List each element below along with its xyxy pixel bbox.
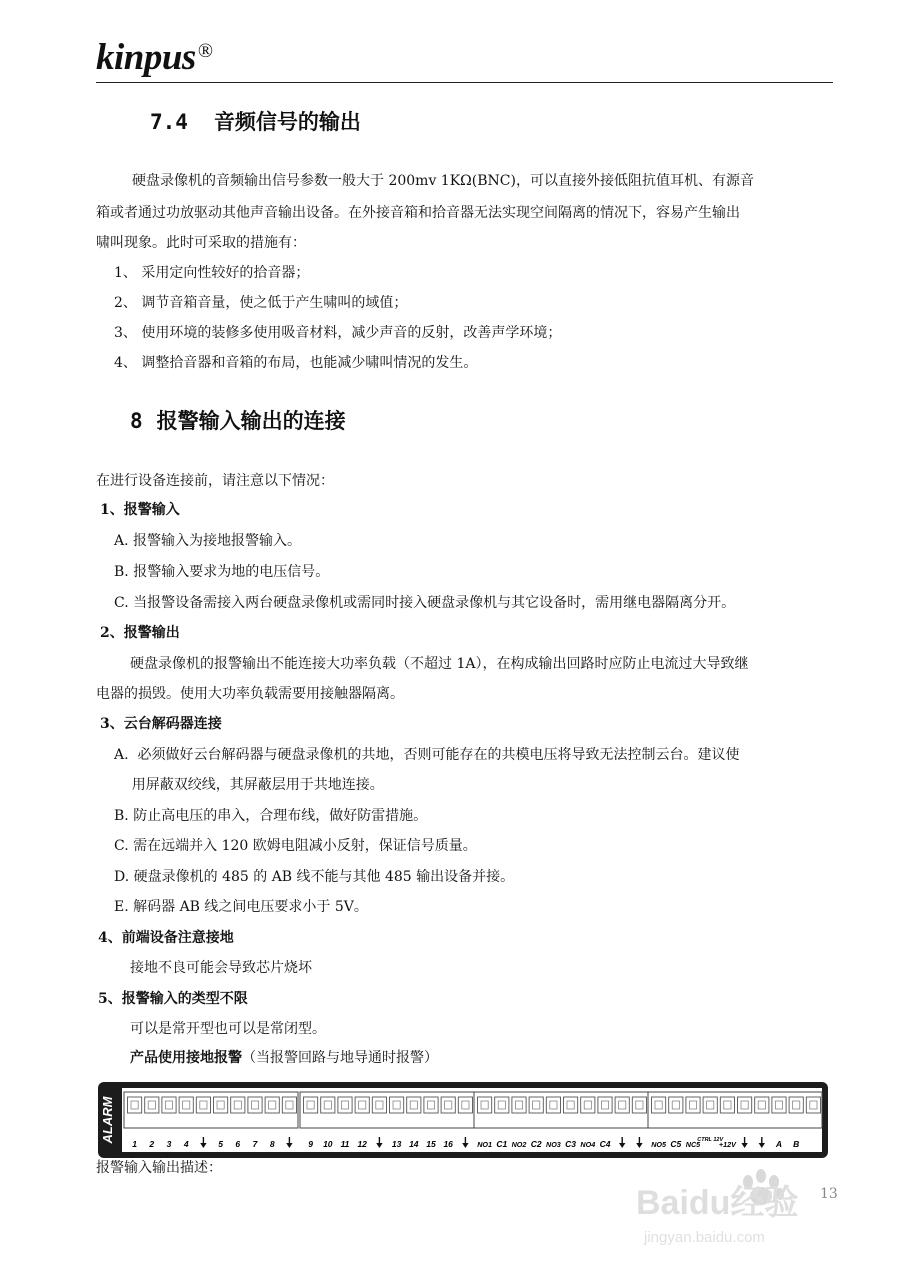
pin-label: 6 [235, 1139, 241, 1149]
pin-label: NO5 [651, 1140, 666, 1149]
terminal-slot [755, 1097, 769, 1113]
paragraph-line: 电器的损毁。使用大功率负载需要用接触器隔离。 [96, 686, 404, 702]
terminal-slot [495, 1097, 509, 1113]
product-caption: 产品使用接地报警（当报警回路与地导通时报警） [130, 1050, 438, 1066]
subsection-title: 5、报警输入的类型不限 [98, 991, 248, 1007]
terminal-slot [214, 1097, 228, 1113]
pin-label: C2 [530, 1139, 542, 1149]
list-item: 3、 使用环境的装修多使用吸音材料，减少声音的反射，改善声学环境； [114, 325, 562, 341]
pin-label: 3 [166, 1139, 172, 1149]
list-item: C. 需在远端并入 120 欧姆电阻减小反射，保证信号质量。 [114, 838, 477, 854]
pin-label: 5 [218, 1139, 223, 1149]
terminal-slot [282, 1097, 296, 1113]
subsection-title: 4、前端设备注意接地 [98, 930, 234, 946]
pin-label: +12V [718, 1140, 736, 1149]
terminal-slot [652, 1097, 666, 1113]
section-7-4-heading: 7.4 音频信号的输出 [150, 109, 361, 134]
terminal-slot [478, 1097, 492, 1113]
pin-label: B [793, 1139, 800, 1149]
pin-label: 10 [323, 1139, 333, 1149]
subsection-title: 3、云台解码器连接 [100, 716, 222, 732]
pin-label: C4 [599, 1139, 611, 1149]
list-item: A. 报警输入为接地报警输入。 [114, 533, 302, 549]
pin-label: C3 [565, 1139, 577, 1149]
terminal-slot [703, 1097, 717, 1113]
terminal-slot [372, 1097, 386, 1113]
terminal-slot [598, 1097, 612, 1113]
terminal-slot [738, 1097, 752, 1113]
pin-label: 1 [132, 1139, 137, 1149]
paragraph-line: 接地不良可能会导致芯片烧坏 [130, 960, 312, 976]
pin-label: 7 [252, 1139, 258, 1149]
pin-label: 2 [149, 1139, 155, 1149]
terminal-slot [338, 1097, 352, 1113]
pin-label: 8 [269, 1139, 275, 1149]
watermark-url: jingyan.baidu.com [644, 1229, 765, 1246]
pin-label: NC5 [685, 1140, 701, 1149]
list-item: 2、 调节音箱音量，使之低于产生啸叫的域值； [114, 295, 408, 311]
pin-label: 9 [308, 1139, 313, 1149]
header-rule [96, 82, 833, 83]
pin-label: NO4 [580, 1140, 596, 1149]
list-item: C. 当报警设备需接入两台硬盘录像机或需同时接入硬盘录像机与其它设备时，需用继电器隔离分开。 [114, 595, 736, 611]
terminal-slot [806, 1097, 820, 1113]
terminal-slot [772, 1097, 786, 1113]
pin-label: NO2 [511, 1140, 527, 1149]
list-item: A. 必须做好云台解码器与硬盘录像机的共地，否则可能存在的共模电压将导致无法控制云台。建议使 [114, 747, 740, 763]
list-item: B. 防止高电压的串入，合理布线，做好防雷措施。 [114, 808, 428, 824]
terminal-slot [355, 1097, 369, 1113]
terminal-slot [321, 1097, 335, 1113]
list-item: 4、 调整拾音器和音箱的布局，也能减少啸叫情况的发生。 [114, 355, 478, 371]
terminal-slot [512, 1097, 526, 1113]
subsection-title: 1、报警输入 [100, 502, 180, 518]
terminal-slot [564, 1097, 578, 1113]
terminal-slot [458, 1097, 472, 1113]
terminal-slot [441, 1097, 455, 1113]
terminal-alarm-label: ALARM [100, 1096, 115, 1144]
paragraph-line: 可以是常开型也可以是常闭型。 [130, 1021, 326, 1037]
terminal-slot [720, 1097, 734, 1113]
list-item: 用屏蔽双绞线，其屏蔽层用于共地连接。 [114, 777, 384, 793]
terminal-slot [179, 1097, 193, 1113]
section-8-heading: 8 报警输入输出的连接 [130, 408, 346, 433]
list-item: B. 报警输入要求为地的电压信号。 [114, 564, 330, 580]
pin-label: 11 [340, 1139, 350, 1149]
pin-label: 13 [391, 1139, 402, 1149]
pin-label: NO3 [546, 1140, 561, 1149]
terminal-slot [304, 1097, 318, 1113]
pin-label: C1 [496, 1139, 508, 1149]
terminal-slot [231, 1097, 245, 1113]
terminal-slot [632, 1097, 646, 1113]
subsection-title: 2、报警输出 [100, 625, 180, 641]
terminal-slot [529, 1097, 543, 1113]
paragraph-line: 在进行设备连接前，请注意以下情况： [96, 473, 334, 489]
paragraph-line: 硬盘录像机的报警输出不能连接大功率负载（不超过 1A），在构成输出回路时应防止电流过大导致继 [130, 656, 749, 672]
watermark-brand: Baidu经验 [636, 1184, 799, 1222]
pin-label: 16 [443, 1139, 453, 1149]
list-item: 1、 采用定向性较好的拾音器； [114, 265, 310, 281]
terminal-slot [615, 1097, 629, 1113]
terminal-slot [248, 1097, 262, 1113]
terminal-slot [128, 1097, 142, 1113]
alarm-terminal-diagram [98, 1082, 828, 1158]
pin-label: 15 [426, 1139, 436, 1149]
terminal-slot [789, 1097, 803, 1113]
paragraph-line: 箱或者通过功放驱动其他声音输出设备。在外接音箱和拾音器无法实现空间隔离的情况下，容易产生输出 [96, 205, 740, 221]
pin-label: A [775, 1139, 783, 1149]
terminal-slot [390, 1097, 404, 1113]
terminal-slot [546, 1097, 560, 1113]
terminal-slot [686, 1097, 700, 1113]
pin-label: CTRL 12V [697, 1137, 724, 1143]
terminal-slot [407, 1097, 421, 1113]
pin-label: NO1 [477, 1140, 492, 1149]
terminal-slot [162, 1097, 176, 1113]
terminal-slot [265, 1097, 279, 1113]
pin-label: C5 [670, 1139, 682, 1149]
terminal-slot [669, 1097, 683, 1113]
paragraph-line: 啸叫现象。此时可采取的措施有： [96, 235, 306, 251]
terminal-slot [196, 1097, 210, 1113]
terminal-slot [145, 1097, 159, 1113]
page-number: 13 [820, 1186, 838, 1202]
list-item: D. 硬盘录像机的 485 的 AB 线不能与其他 485 输出设备并接。 [114, 869, 515, 885]
pin-label: 12 [357, 1139, 367, 1149]
terminal-slot [581, 1097, 595, 1113]
list-item: E. 解码器 AB 线之间电压要求小于 5V。 [114, 899, 368, 915]
terminal-slot [424, 1097, 438, 1113]
brand-logo: kinpus ® [96, 37, 213, 78]
baidu-watermark [630, 1152, 830, 1252]
pin-label: 14 [409, 1139, 419, 1149]
pin-label: 4 [183, 1139, 189, 1149]
paragraph-line: 报警输入输出描述： [96, 1160, 222, 1176]
paragraph-line: 硬盘录像机的音频输出信号参数一般大于 200mv 1KΩ(BNC)，可以直接外接低阻抗值耳机、有源音 [132, 173, 754, 189]
